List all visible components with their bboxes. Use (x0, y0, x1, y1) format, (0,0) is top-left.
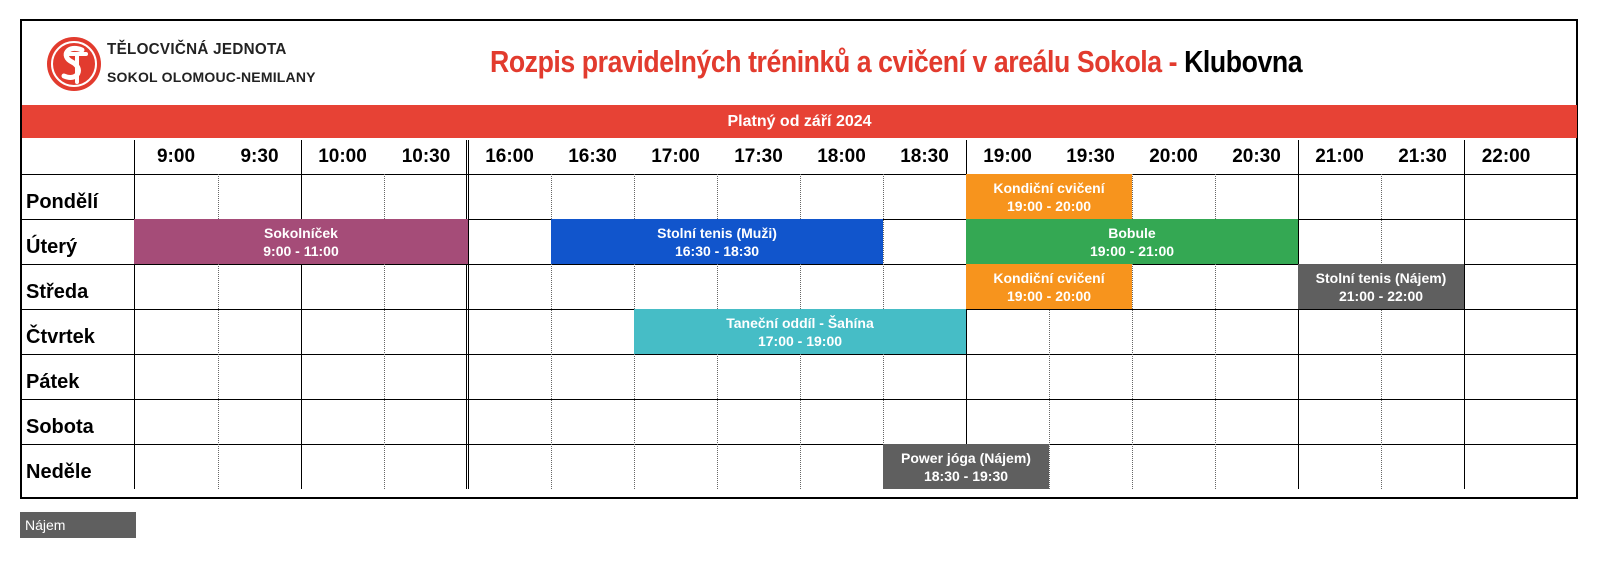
event-time: 9:00 - 11:00 (263, 242, 339, 259)
time-header: 17:30 (734, 146, 783, 167)
event-block[interactable] (966, 219, 1298, 264)
event-block[interactable] (883, 444, 1049, 489)
column-divider (466, 140, 469, 489)
time-header: 20:00 (1149, 146, 1198, 167)
time-header: 21:30 (1398, 146, 1447, 167)
title-main: Rozpis pravidelných tréninků a cvičení v areálu Sokola - (490, 44, 1185, 79)
column-divider (134, 140, 135, 489)
column-divider (301, 140, 302, 489)
event-time: 21:00 - 22:00 (1338, 287, 1424, 304)
time-header: 18:00 (817, 146, 866, 167)
time-header: 9:00 (156, 146, 196, 167)
time-header: 10:00 (318, 146, 367, 167)
event-time: 17:00 - 19:00 (757, 332, 843, 349)
column-divider (1464, 140, 1465, 489)
day-label: Neděle (26, 461, 92, 483)
time-header: 10:30 (401, 146, 451, 167)
row-divider (22, 174, 1576, 175)
event-title: Kondiční cvičení (993, 179, 1105, 196)
event-time: 18:30 - 19:30 (923, 467, 1009, 484)
time-header: 19:30 (1066, 146, 1115, 167)
event-block[interactable] (634, 309, 966, 354)
time-header: 9:30 (240, 146, 279, 167)
day-label: Úterý (26, 236, 78, 258)
event-title: Stolní tenis (Nájem) (1315, 269, 1447, 286)
column-divider (1381, 174, 1382, 489)
column-divider (1298, 140, 1299, 489)
time-header: 20:30 (1232, 146, 1281, 167)
org-name-line1: TĚLOCVIČNÁ JEDNOTA (107, 41, 287, 58)
row-divider (22, 354, 1576, 355)
event-block[interactable] (551, 219, 883, 264)
day-label: Čtvrtek (26, 326, 95, 348)
time-header: 16:00 (485, 146, 534, 167)
event-title: Power jóga (Nájem) (901, 449, 1031, 466)
event-title: Bobule (1108, 224, 1156, 241)
day-label: Sobota (26, 416, 94, 438)
event-block[interactable] (134, 219, 468, 264)
event-title: Taneční oddíl - Šahína (726, 314, 874, 331)
sokol-logo-icon (46, 36, 102, 92)
time-header: 17:00 (651, 146, 700, 167)
event-title: Sokolníček (264, 224, 338, 241)
org-name-line2: SOKOL OLOMOUC-NEMILANY (107, 69, 316, 85)
event-block[interactable] (966, 174, 1132, 219)
title-place: Klubovna (1184, 44, 1303, 79)
day-label: Středa (26, 281, 89, 303)
event-title: Kondiční cvičení (993, 269, 1105, 286)
time-header: 16:30 (568, 146, 617, 167)
event-title: Stolní tenis (Muži) (657, 224, 777, 241)
event-time: 19:00 - 21:00 (1089, 242, 1175, 259)
event-block[interactable] (966, 264, 1132, 309)
event-time: 19:00 - 20:00 (1006, 197, 1092, 214)
row-divider (22, 444, 1576, 445)
event-time: 16:30 - 18:30 (674, 242, 760, 259)
time-header: 18:30 (900, 146, 949, 167)
time-header: 22:00 (1481, 146, 1531, 167)
event-time: 19:00 - 20:00 (1006, 287, 1092, 304)
event-block[interactable] (1298, 264, 1464, 309)
day-label: Pátek (26, 371, 80, 393)
validity-banner: Platný od září 2024 (22, 105, 1577, 138)
day-label: Pondělí (26, 191, 99, 213)
legend-najem: Nájem (20, 512, 136, 538)
time-header: 19:00 (983, 146, 1032, 167)
row-divider (22, 399, 1576, 400)
page-title (490, 44, 1302, 80)
time-header: 21:00 (1315, 146, 1364, 167)
